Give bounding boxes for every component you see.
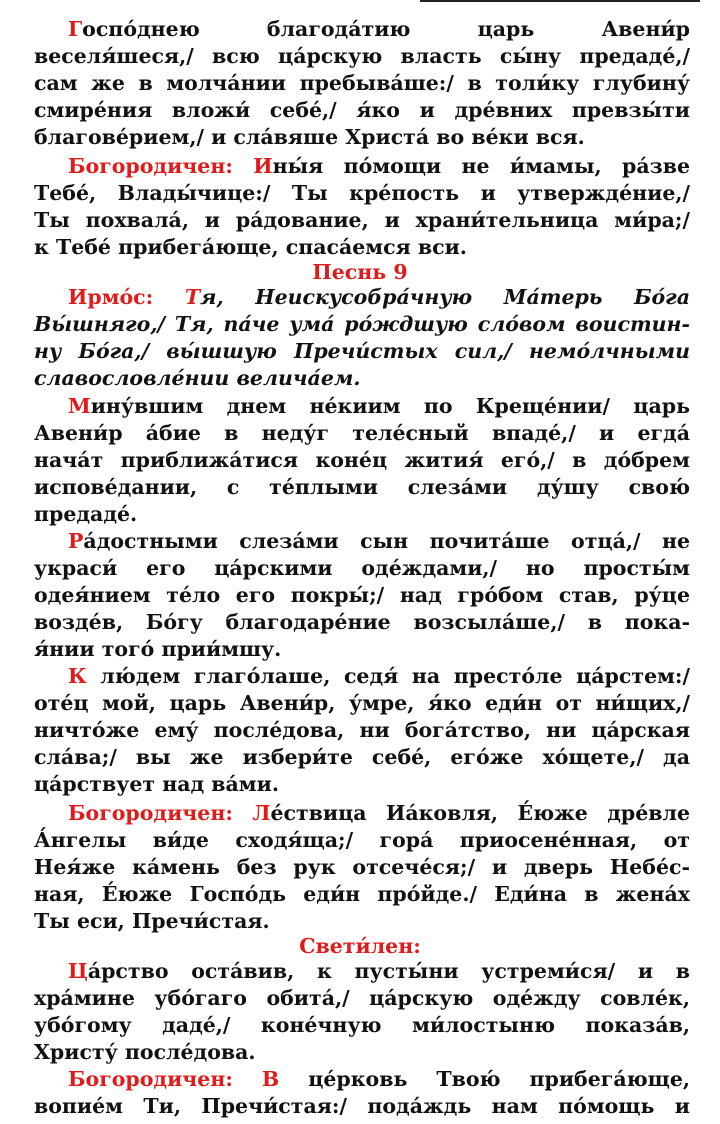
- line: украси́ его ца́рскими оде́ждами,/ но просты́м: [34, 556, 690, 580]
- rubric-label: Богородичен: В: [68, 1067, 280, 1091]
- red-initial: К: [68, 664, 87, 688]
- red-initial: Р: [68, 529, 84, 553]
- line: убо́гому даде́,/ коне́чную ми́лостыню показа́в,: [34, 1013, 690, 1037]
- line: Госпо́днею благода́тию царь Авени́р: [68, 17, 690, 41]
- line: Ты похвала́, и ра́дование, и храни́тельница ми́ра;/: [34, 208, 690, 232]
- stanza-5: [34, 663, 690, 798]
- line: ничто́же ему́ после́дова, ни бога́тство, ни ца́рская: [34, 718, 690, 742]
- line: к Тебе́ прибега́юще, спаса́емся вси.: [34, 235, 467, 259]
- red-initial: Ц: [68, 959, 88, 983]
- stanza-1: [34, 16, 690, 151]
- line: Вы́шняго,/ Тя, па́че ума́ ро́ждшую сло́вом воистин-: [34, 312, 690, 336]
- line: Богородичен: Ины́я по́мощи не и́мамы, ра́зве: [68, 154, 690, 178]
- song-heading: Песнь 9: [312, 260, 408, 284]
- theotokion-3: [34, 1066, 690, 1120]
- line: хра́мине убо́гаго обита́,/ ца́рскую оде́жду совле́к,: [34, 986, 690, 1010]
- theotokion-1: [34, 153, 690, 261]
- line: предаде́.: [34, 502, 138, 526]
- line: ца́рствует над ва́ми.: [34, 772, 279, 796]
- line: славословле́нии велича́ем.: [34, 366, 361, 390]
- red-initial: Г: [68, 17, 83, 41]
- line: я́нии того́ прии́мшу.: [34, 637, 282, 661]
- line: Богородичен: В це́рковь Твою́ прибега́юще,: [68, 1067, 691, 1091]
- top-rule: [420, 0, 700, 2]
- line: веселя́шеся,/ всю ца́рскую власть сы́ну предаде́,/: [34, 44, 690, 68]
- line: Ра́достными слеза́ми сын почита́ше отца́,/ не: [68, 529, 690, 553]
- line: возде́в, Бо́гу благодаре́ние возсыла́ше,/ в пока-: [34, 610, 690, 634]
- stanza-3: [34, 393, 690, 528]
- irmos: [34, 284, 690, 392]
- red-initial: И: [253, 154, 273, 178]
- rubric-label: Богородичен:: [68, 154, 254, 178]
- line: сам же в молча́нии пребыва́ше:/ в толи́ку глубину́: [34, 71, 690, 95]
- line: Ты еси, Пречи́стая.: [34, 909, 270, 933]
- line: сла́ва;/ вы же избери́те себе́, его́же хо́щете,/ да: [34, 745, 690, 769]
- line: нача́т приближа́тися коне́ц жития́ его́,/ в до́брем: [34, 448, 690, 472]
- line: оте́ц мой, царь Авени́р, у́мре, я́ко еди́н от ни́щих,/: [34, 691, 690, 715]
- theotokion-2: [34, 800, 690, 935]
- stanza-7: [34, 958, 690, 1066]
- line: испове́дании, с те́плыми слеза́ми ду́шу свою́: [34, 475, 690, 499]
- line: ная, Е́юже Госпо́дь еди́н про́йде./ Еди́на в жена́х: [34, 882, 690, 906]
- line: Нея́же ка́мень без рук отсече́ся;/ и дверь Небе́с-: [34, 855, 690, 879]
- red-initial: Т: [184, 285, 201, 309]
- red-initial: М: [68, 394, 91, 418]
- line: одея́нием те́ло его покры́;/ над гро́бом став, ру́це: [34, 583, 690, 607]
- line: Ирмо́с: Тя, Неискусобра́чную Ма́терь Бо́га: [68, 285, 690, 309]
- svetilen-heading: Свети́лен:: [299, 934, 421, 958]
- line: ну Бо́га,/ вы́шшую Пречи́стых сил,/ немо́лчными: [34, 339, 690, 363]
- rubric-label: Ирмо́с:: [68, 285, 185, 309]
- line: А́нгелы ви́де сходя́ща;/ гора́ приосене́нная, от: [34, 828, 690, 852]
- line: смире́ния вложи́ себе́,/ я́ко и дре́вних превзы́ти: [34, 98, 690, 122]
- stanza-4: [34, 528, 690, 663]
- line: благове́рием,/ и сла́вяше Христа́ во ве́ки вся.: [34, 125, 585, 149]
- red-initial: Л: [252, 801, 271, 825]
- line: Тебе́, Влады́чице:/ Ты кре́пость и утвержде́ние,/: [34, 181, 690, 205]
- line: Ца́рство оста́вив, к пусты́ни устреми́ся/ и в: [68, 959, 690, 983]
- rubric-label: Богородичен:: [68, 801, 253, 825]
- line: Христу́ после́дова.: [34, 1040, 256, 1064]
- line: Богородичен: Ле́ствица Иа́ковля, Е́юже дре́вле: [68, 801, 690, 825]
- line: Авени́р а́бие в неду́г теле́сный впаде́,/ и егда́: [34, 421, 690, 445]
- line: Мину́вшим днем не́киим по Креще́нии/ царь: [68, 394, 690, 418]
- line: вопие́м Ти, Пречи́стая:/ пода́ждь нам по́мощь и: [34, 1094, 690, 1118]
- line: К лю́дем глаго́лаше, седя́ на престо́ле ца́рстем:/: [68, 664, 690, 688]
